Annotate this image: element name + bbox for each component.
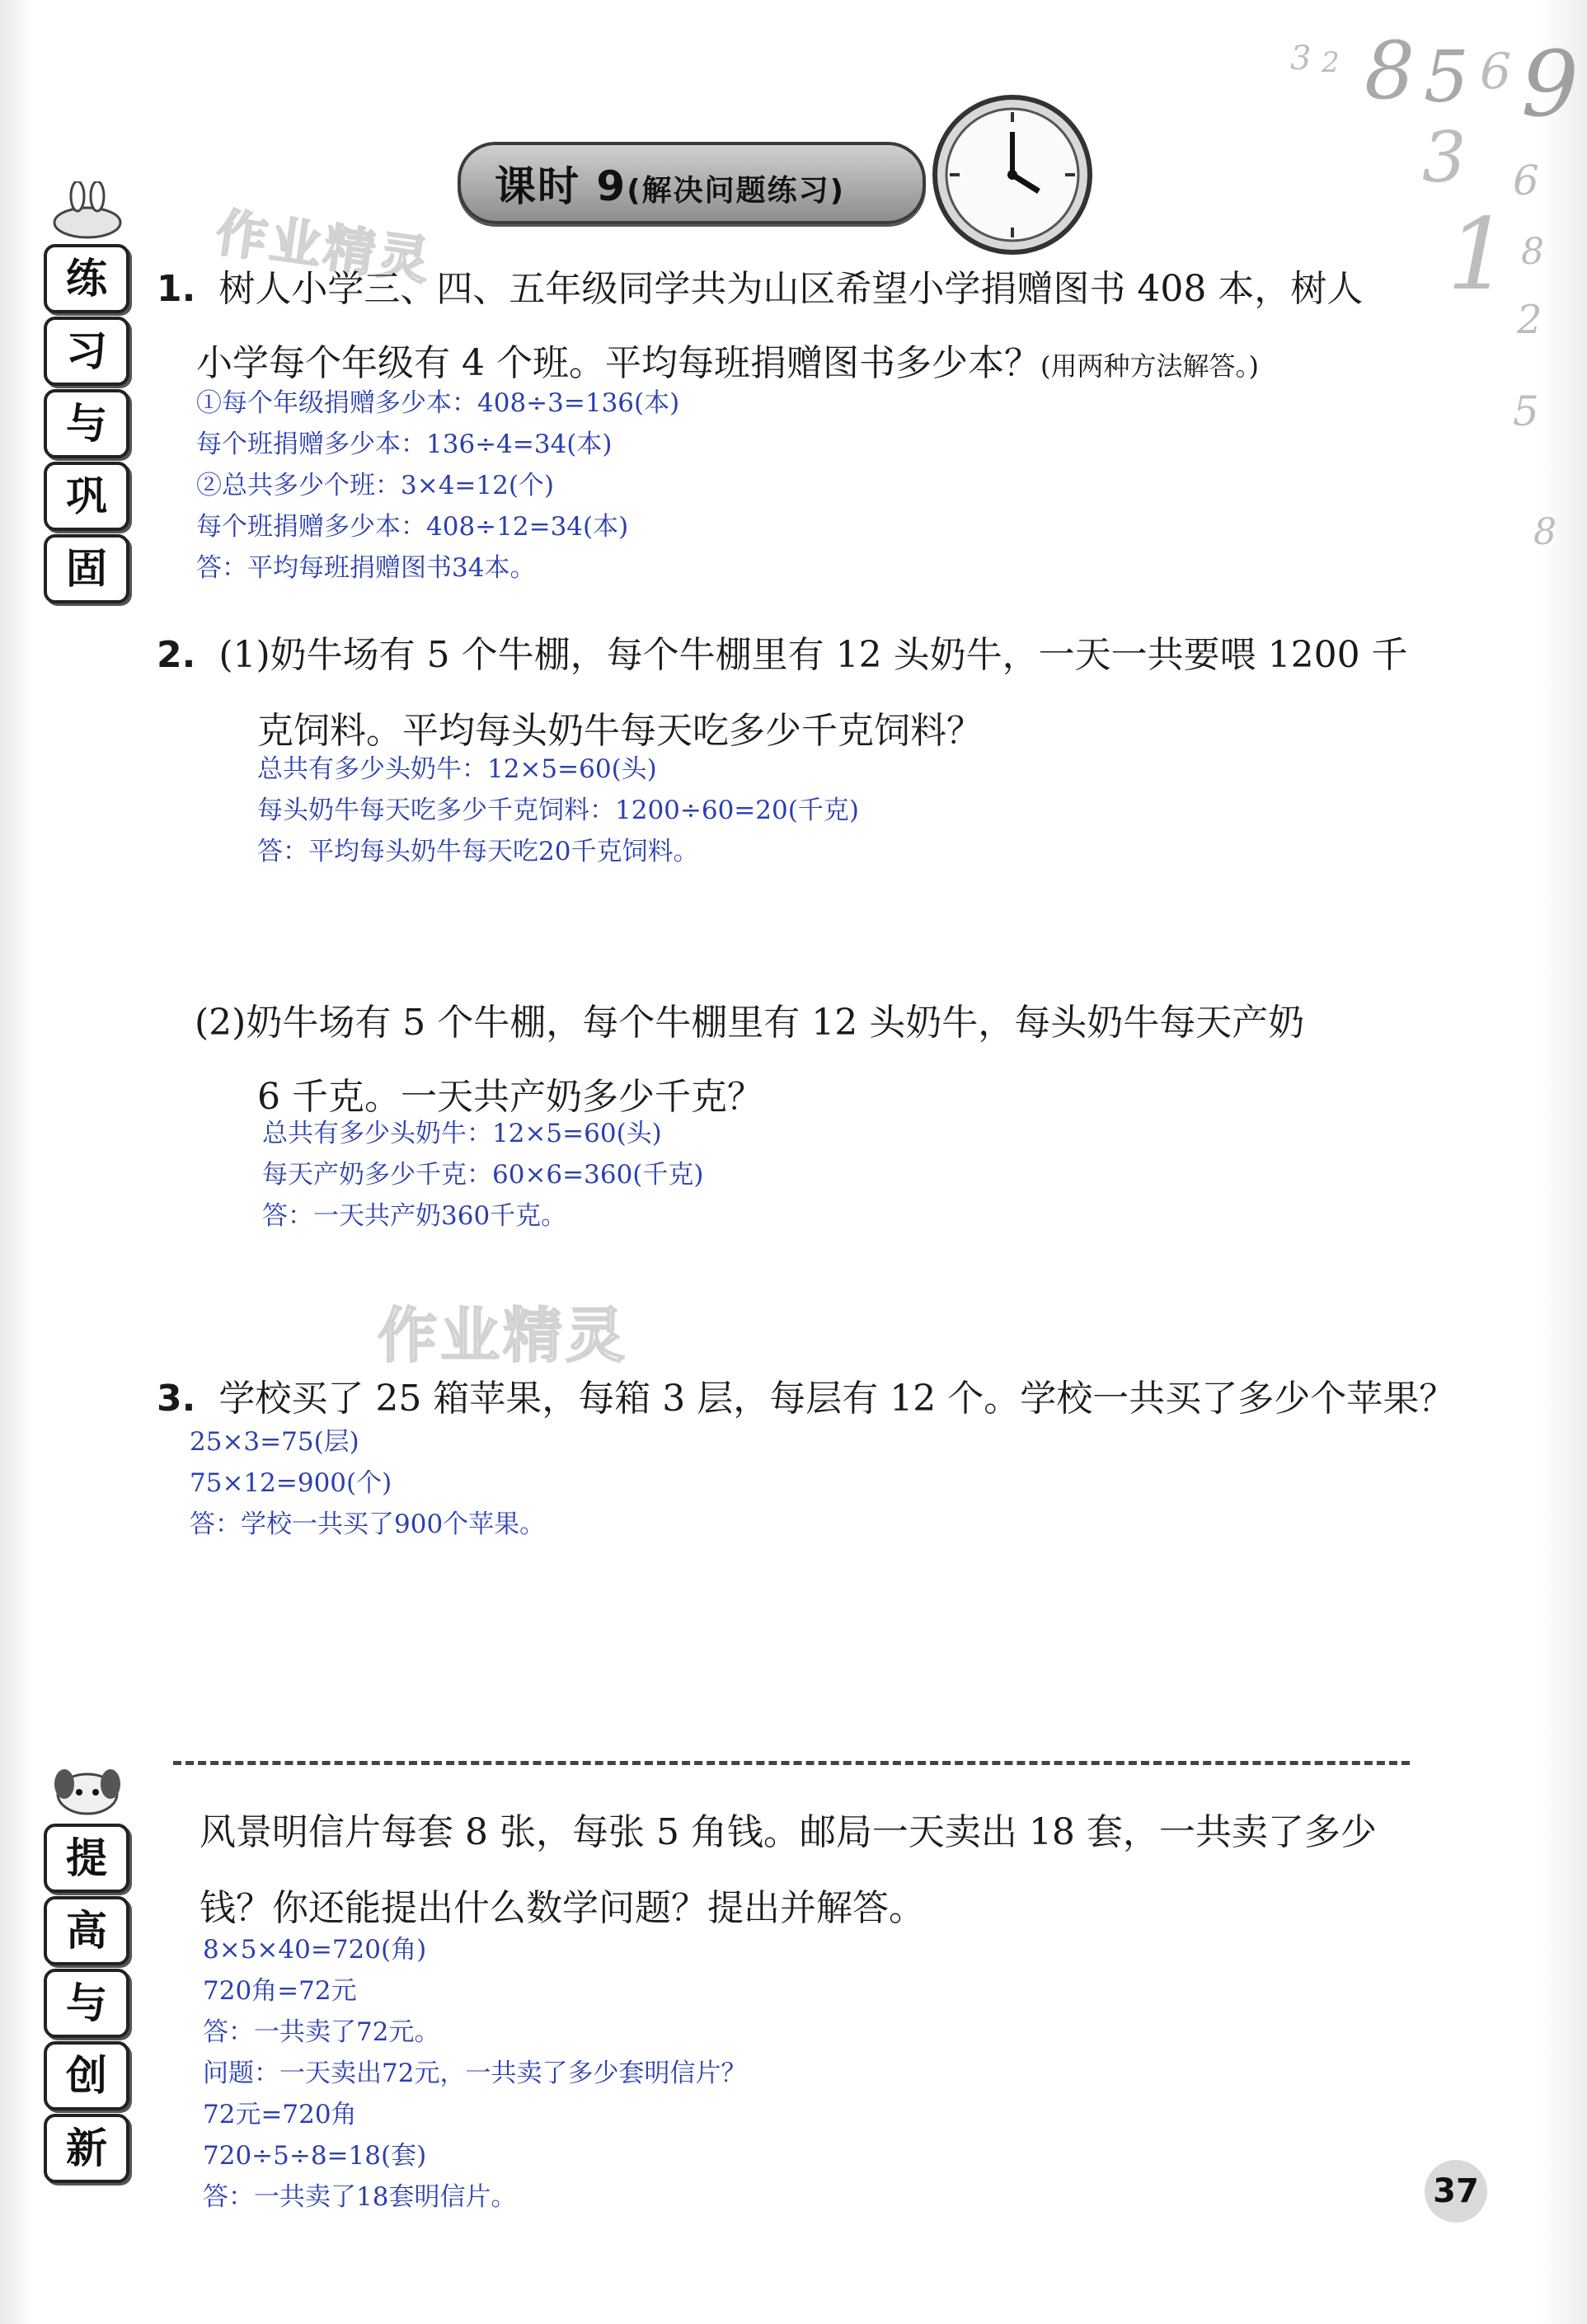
deco-digit: 8 bbox=[1521, 231, 1544, 273]
practice-section-label bbox=[33, 247, 140, 607]
answer-line: 每头奶牛每天吃多少千克饲料：1200÷60=20(千克) bbox=[257, 796, 859, 825]
watermark: 作业精灵 bbox=[212, 201, 437, 292]
question-3-answers bbox=[190, 1421, 545, 1545]
question-note: (用两种方法解答。) bbox=[1040, 350, 1259, 382]
rabbit-mascot-icon bbox=[38, 181, 137, 239]
question-2-part-2-line-2 bbox=[257, 1067, 763, 1120]
answer-line: 总共有多少头奶牛：12×5=60(头) bbox=[257, 754, 657, 784]
answer-line: 问题：一天卖出72元，一共卖了多少套明信片？ bbox=[203, 2059, 747, 2088]
answer-line: 总共有多少头奶牛：12×5=60(头) bbox=[262, 1119, 662, 1148]
answer-line: 72元=720角 bbox=[203, 2100, 357, 2129]
question-text: 钱？你还能提出什么数学问题？提出并解答。 bbox=[200, 1887, 925, 1929]
deco-digit: 3 bbox=[1290, 40, 1312, 77]
deco-digit: 6 bbox=[1513, 157, 1539, 204]
question-2-part-1-line-2 bbox=[257, 701, 983, 754]
deco-digit: 3 bbox=[1422, 117, 1467, 198]
answer-line: 每个班捐赠多少本：408÷12=34(本) bbox=[196, 512, 629, 542]
deco-digit: 1 bbox=[1447, 198, 1510, 312]
section-char: 固 bbox=[44, 534, 129, 603]
answer-line: 75×12=900(个) bbox=[190, 1468, 392, 1498]
question-1-line-1 bbox=[157, 259, 1363, 312]
question-3-line-1 bbox=[157, 1369, 1455, 1421]
question-text: 克饲料。平均每头奶牛每天吃多少千克饲料？ bbox=[257, 710, 983, 752]
puppy-mascot-icon bbox=[38, 1759, 137, 1817]
question-text: 6 千克。一天共产奶多少千克？ bbox=[257, 1076, 763, 1118]
answer-line: 答：一共卖了18套明信片。 bbox=[203, 2182, 517, 2212]
answer-line: ①每个年级捐赠多少本：408÷3=136(本) bbox=[196, 388, 680, 418]
deco-digit: 2 bbox=[1322, 46, 1340, 79]
lesson-title-main: 课时 9 bbox=[495, 162, 627, 210]
deco-digit: 8 bbox=[1533, 511, 1556, 553]
challenge-line-2 bbox=[200, 1878, 925, 1931]
answer-line: 答：一天共产奶360千克。 bbox=[262, 1201, 567, 1231]
page-number: 37 bbox=[1425, 2160, 1487, 2223]
question-text: 小学每个年级有 4 个班。平均每班捐赠图书多少本？ bbox=[196, 342, 1040, 384]
advance-section-label bbox=[33, 1830, 140, 2186]
section-char: 高 bbox=[44, 1896, 129, 1965]
section-divider bbox=[173, 1761, 1410, 1765]
deco-digit: 8 bbox=[1364, 25, 1416, 117]
question-number: 3. bbox=[157, 1378, 196, 1420]
question-number: 1. bbox=[157, 268, 196, 310]
section-char: 与 bbox=[44, 389, 129, 458]
deco-digit: 5 bbox=[1513, 387, 1539, 435]
answer-line: ②总共多少个班：3×4=12(个) bbox=[196, 471, 555, 500]
section-char: 新 bbox=[44, 2114, 129, 2183]
question-text: 树人小学三、四、五年级同学共为山区希望小学捐赠图书 408 本，树人 bbox=[218, 268, 1364, 310]
answer-line: 答：平均每头奶牛每天吃20千克饲料。 bbox=[257, 837, 699, 866]
section-char: 习 bbox=[44, 317, 129, 386]
question-text: (2)奶牛场有 5 个牛棚，每个牛棚里有 12 头奶牛，每头奶牛每天产奶 bbox=[195, 1002, 1305, 1044]
challenge-answers bbox=[203, 1929, 746, 2218]
question-number: 2. bbox=[157, 634, 196, 676]
watermark: 作业精灵 bbox=[378, 1301, 629, 1370]
section-char: 提 bbox=[44, 1824, 129, 1893]
lesson-title bbox=[495, 153, 845, 213]
lesson-title-sub: (解决问题练习) bbox=[627, 174, 846, 208]
answer-line: 720÷5÷8=18(套) bbox=[203, 2141, 427, 2171]
answer-line: 720角=72元 bbox=[203, 1976, 357, 2006]
answer-line: 25×3=75(层) bbox=[190, 1427, 359, 1457]
answer-line: 答：学校一共买了900个苹果。 bbox=[190, 1509, 546, 1539]
answer-line: 每个班捐赠多少本：136÷4=34(本) bbox=[196, 430, 613, 459]
clock-icon bbox=[930, 92, 1095, 257]
challenge-line-1 bbox=[200, 1802, 1377, 1855]
question-1-answers bbox=[196, 383, 679, 589]
question-2-part-1-answers bbox=[257, 749, 859, 872]
question-text: (1)奶牛场有 5 个牛棚，每个牛棚里有 12 头奶牛，一天一共要喂 1200 千 bbox=[218, 634, 1408, 676]
answer-line: 答：平均每班捐赠图书34本。 bbox=[196, 553, 536, 583]
question-2-line-1 bbox=[157, 625, 1408, 678]
answer-line: 答：一共卖了72元。 bbox=[203, 2017, 440, 2047]
deco-digit: 5 bbox=[1424, 36, 1469, 119]
deco-digit: 9 bbox=[1521, 31, 1579, 137]
question-2-part-2-answers bbox=[262, 1113, 703, 1237]
section-char: 与 bbox=[44, 1969, 129, 2038]
answer-line: 8×5×40=720(角) bbox=[203, 1935, 427, 1965]
section-char: 创 bbox=[44, 2041, 129, 2110]
answer-line: 每天产奶多少千克：60×6=360(千克) bbox=[262, 1160, 704, 1190]
question-text: 风景明信片每套 8 张，每张 5 角钱。邮局一天卖出 18 套，一共卖了多少 bbox=[200, 1811, 1377, 1853]
section-char: 巩 bbox=[44, 462, 129, 531]
deco-digit: 6 bbox=[1480, 43, 1512, 101]
deco-digit: 2 bbox=[1517, 297, 1542, 343]
section-char: 练 bbox=[44, 244, 129, 313]
question-text: 学校买了 25 箱苹果，每箱 3 层，每层有 12 个。学校一共买了多少个苹果？ bbox=[218, 1378, 1456, 1420]
question-2-part-2-line-1 bbox=[195, 993, 1304, 1045]
question-1-line-2 bbox=[196, 333, 1259, 386]
